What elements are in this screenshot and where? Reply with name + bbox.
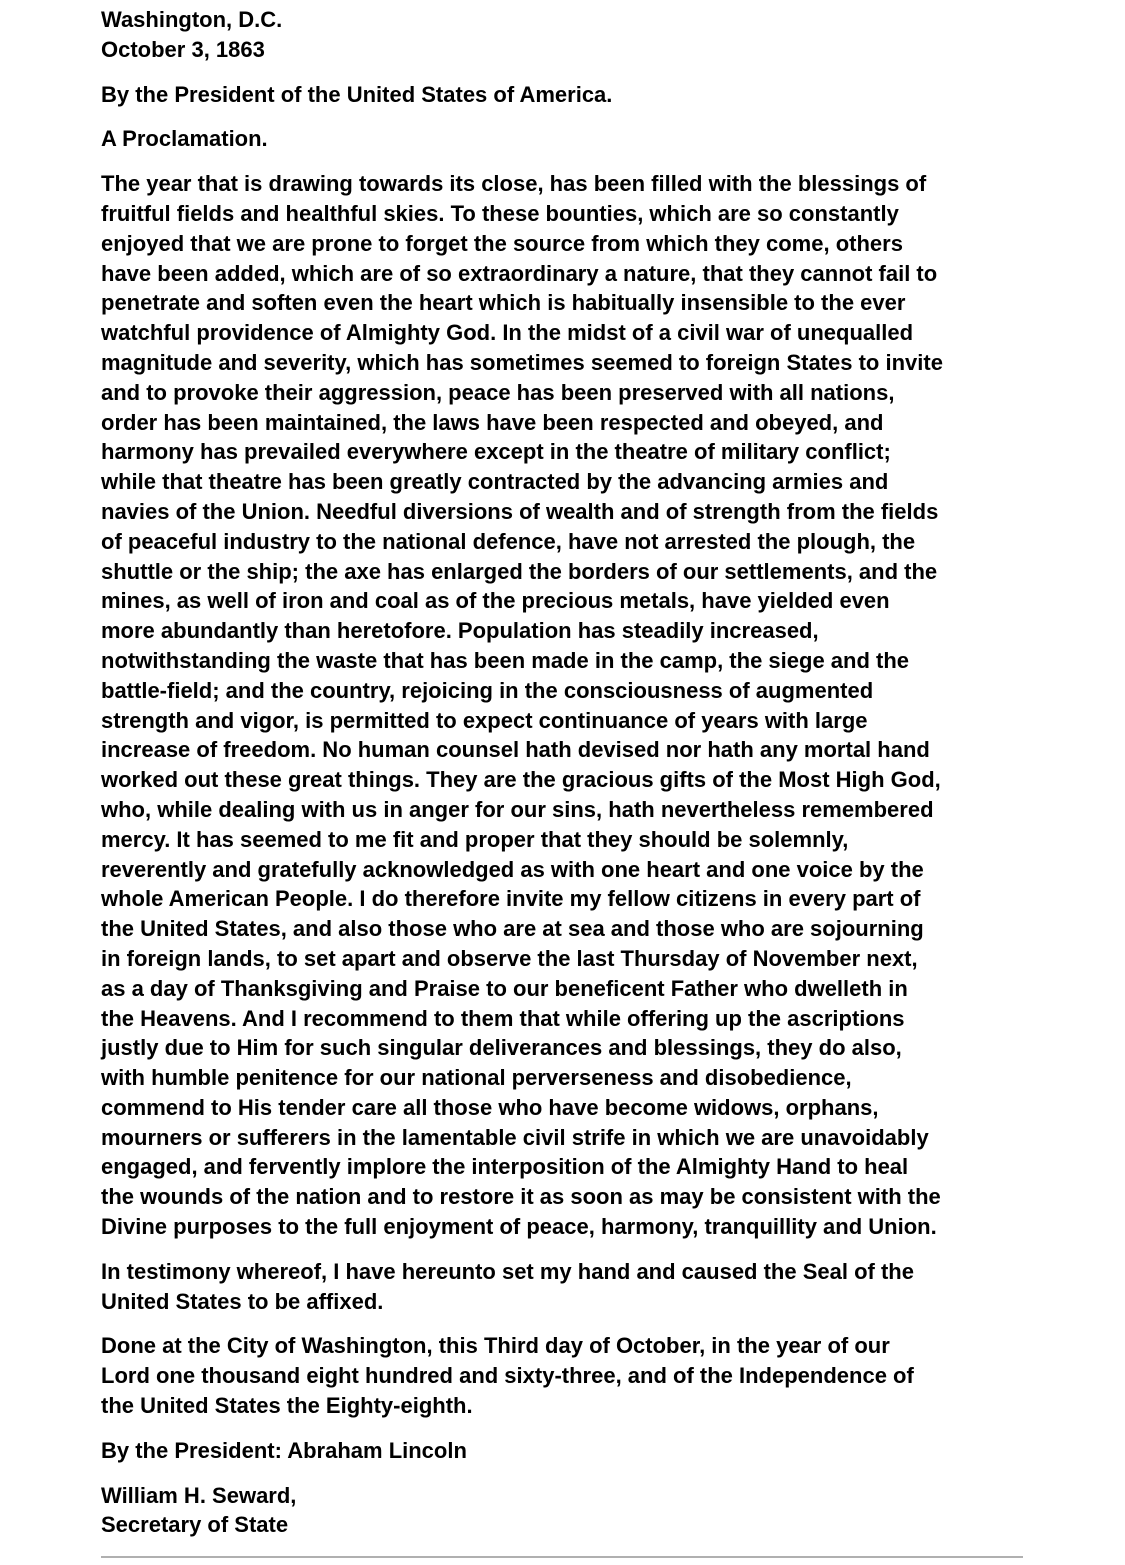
- dateline: [101, 5, 1031, 65]
- proclamation-document: [101, 5, 1031, 1555]
- body-line: justly due to Him for such singular deliverances and blessings, they do also,: [101, 1035, 902, 1061]
- body-paragraph: [101, 169, 1031, 1242]
- body-line: navies of the Union. Needful diversions of wealth and of strength from the fields: [101, 498, 939, 524]
- dateline-place: Washington, D.C.: [101, 7, 283, 32]
- signature-text: By the President: Abraham Lincoln: [101, 1437, 467, 1463]
- testimony-line: United States to be affixed.: [101, 1288, 384, 1314]
- body-line: engaged, and fervently implore the interposition of the Almighty Hand to heal: [101, 1154, 909, 1180]
- signature-line: [101, 1436, 1031, 1466]
- countersign-office: Secretary of State: [101, 1512, 289, 1538]
- body-line: fruitful fields and healthful skies. To these bounties, which are so constantly: [101, 200, 899, 226]
- done-at-line: Lord one thousand eight hundred and sixty-three, and of the Independence of: [101, 1363, 914, 1389]
- body-line: the Heavens. And I recommend to them that while offering up the ascriptions: [101, 1005, 905, 1031]
- body-line: order has been maintained, the laws have been respected and obeyed, and: [101, 409, 884, 435]
- title-text: A Proclamation.: [101, 126, 268, 152]
- body-line: strength and vigor, is permitted to expect continuance of years with large: [101, 707, 868, 733]
- countersign-name: William H. Seward,: [101, 1482, 297, 1508]
- body-line: in foreign lands, to set apart and observe the last Thursday of November next,: [101, 945, 918, 971]
- body-line: magnitude and severity, which has sometimes seemed to foreign States to invite: [101, 349, 943, 375]
- body-line: as a day of Thanksgiving and Praise to our beneficent Father who dwelleth in: [101, 975, 908, 1001]
- body-line: more abundantly than heretofore. Population has steadily increased,: [101, 618, 819, 644]
- countersignature: [101, 1481, 1031, 1541]
- body-line: battle-field; and the country, rejoicing in the consciousness of augmented: [101, 677, 874, 703]
- body-line: the wounds of the nation and to restore it as soon as may be consistent with the: [101, 1184, 941, 1210]
- body-line: have been added, which are of so extraordinary a nature, that they cannot fail to: [101, 260, 938, 286]
- body-line: watchful providence of Almighty God. In the midst of a civil war of unequalled: [101, 320, 914, 346]
- body-line: Divine purposes to the full enjoyment of peace, harmony, tranquillity and Union.: [101, 1214, 937, 1240]
- testimony-paragraph: [101, 1257, 1031, 1317]
- body-line: worked out these great things. They are the gracious gifts of the Most High God,: [101, 767, 941, 793]
- body-line: mercy. It has seemed to me fit and proper that they should be solemnly,: [101, 826, 849, 852]
- done-at-paragraph: [101, 1331, 1031, 1420]
- body-line: penetrate and soften even the heart which is habitually insensible to the ever: [101, 290, 906, 316]
- body-line: The year that is drawing towards its close, has been filled with the blessings of: [101, 171, 927, 197]
- body-line: of peaceful industry to the national defence, have not arrested the plough, the: [101, 528, 916, 554]
- body-line: with humble penitence for our national perverseness and disobedience,: [101, 1065, 852, 1091]
- body-line: commend to His tender care all those who have become widows, orphans,: [101, 1094, 879, 1120]
- body-line: harmony has prevailed everywhere except in the theatre of military conflict;: [101, 439, 891, 465]
- body-line: mourners or sufferers in the lamentable civil strife in which we are unavoidably: [101, 1124, 929, 1150]
- horizontal-divider: [101, 1556, 1023, 1558]
- body-line: whole American People. I do therefore invite my fellow citizens in every part of: [101, 886, 921, 912]
- document-title: [101, 124, 1031, 154]
- body-line: who, while dealing with us in anger for our sins, hath nevertheless remembered: [101, 796, 934, 822]
- body-line: notwithstanding the waste that has been made in the camp, the siege and the: [101, 647, 910, 673]
- body-line: and to provoke their aggression, peace has been preserved with all nations,: [101, 379, 895, 405]
- body-line: the United States, and also those who are at sea and those who are sojourning: [101, 916, 924, 942]
- testimony-line: In testimony whereof, I have hereunto set my hand and caused the Seal of the: [101, 1258, 914, 1284]
- body-line: shuttle or the ship; the axe has enlarged the borders of our settlements, and the: [101, 558, 938, 584]
- body-line: increase of freedom. No human counsel hath devised nor hath any mortal hand: [101, 737, 930, 763]
- issuer-line: [101, 80, 1031, 110]
- body-line: reverently and gratefully acknowledged as with one heart and one voice by the: [101, 856, 924, 882]
- dateline-date: October 3, 1863: [101, 36, 265, 62]
- done-at-line: the United States the Eighty-eighth.: [101, 1393, 473, 1419]
- done-at-line: Done at the City of Washington, this Third day of October, in the year of our: [101, 1333, 890, 1359]
- issuer-text: By the President of the United States of America.: [101, 81, 613, 107]
- body-line: while that theatre has been greatly contracted by the advancing armies and: [101, 469, 889, 495]
- body-line: mines, as well of iron and coal as of the precious metals, have yielded even: [101, 588, 890, 614]
- body-line: enjoyed that we are prone to forget the source from which they come, others: [101, 230, 903, 256]
